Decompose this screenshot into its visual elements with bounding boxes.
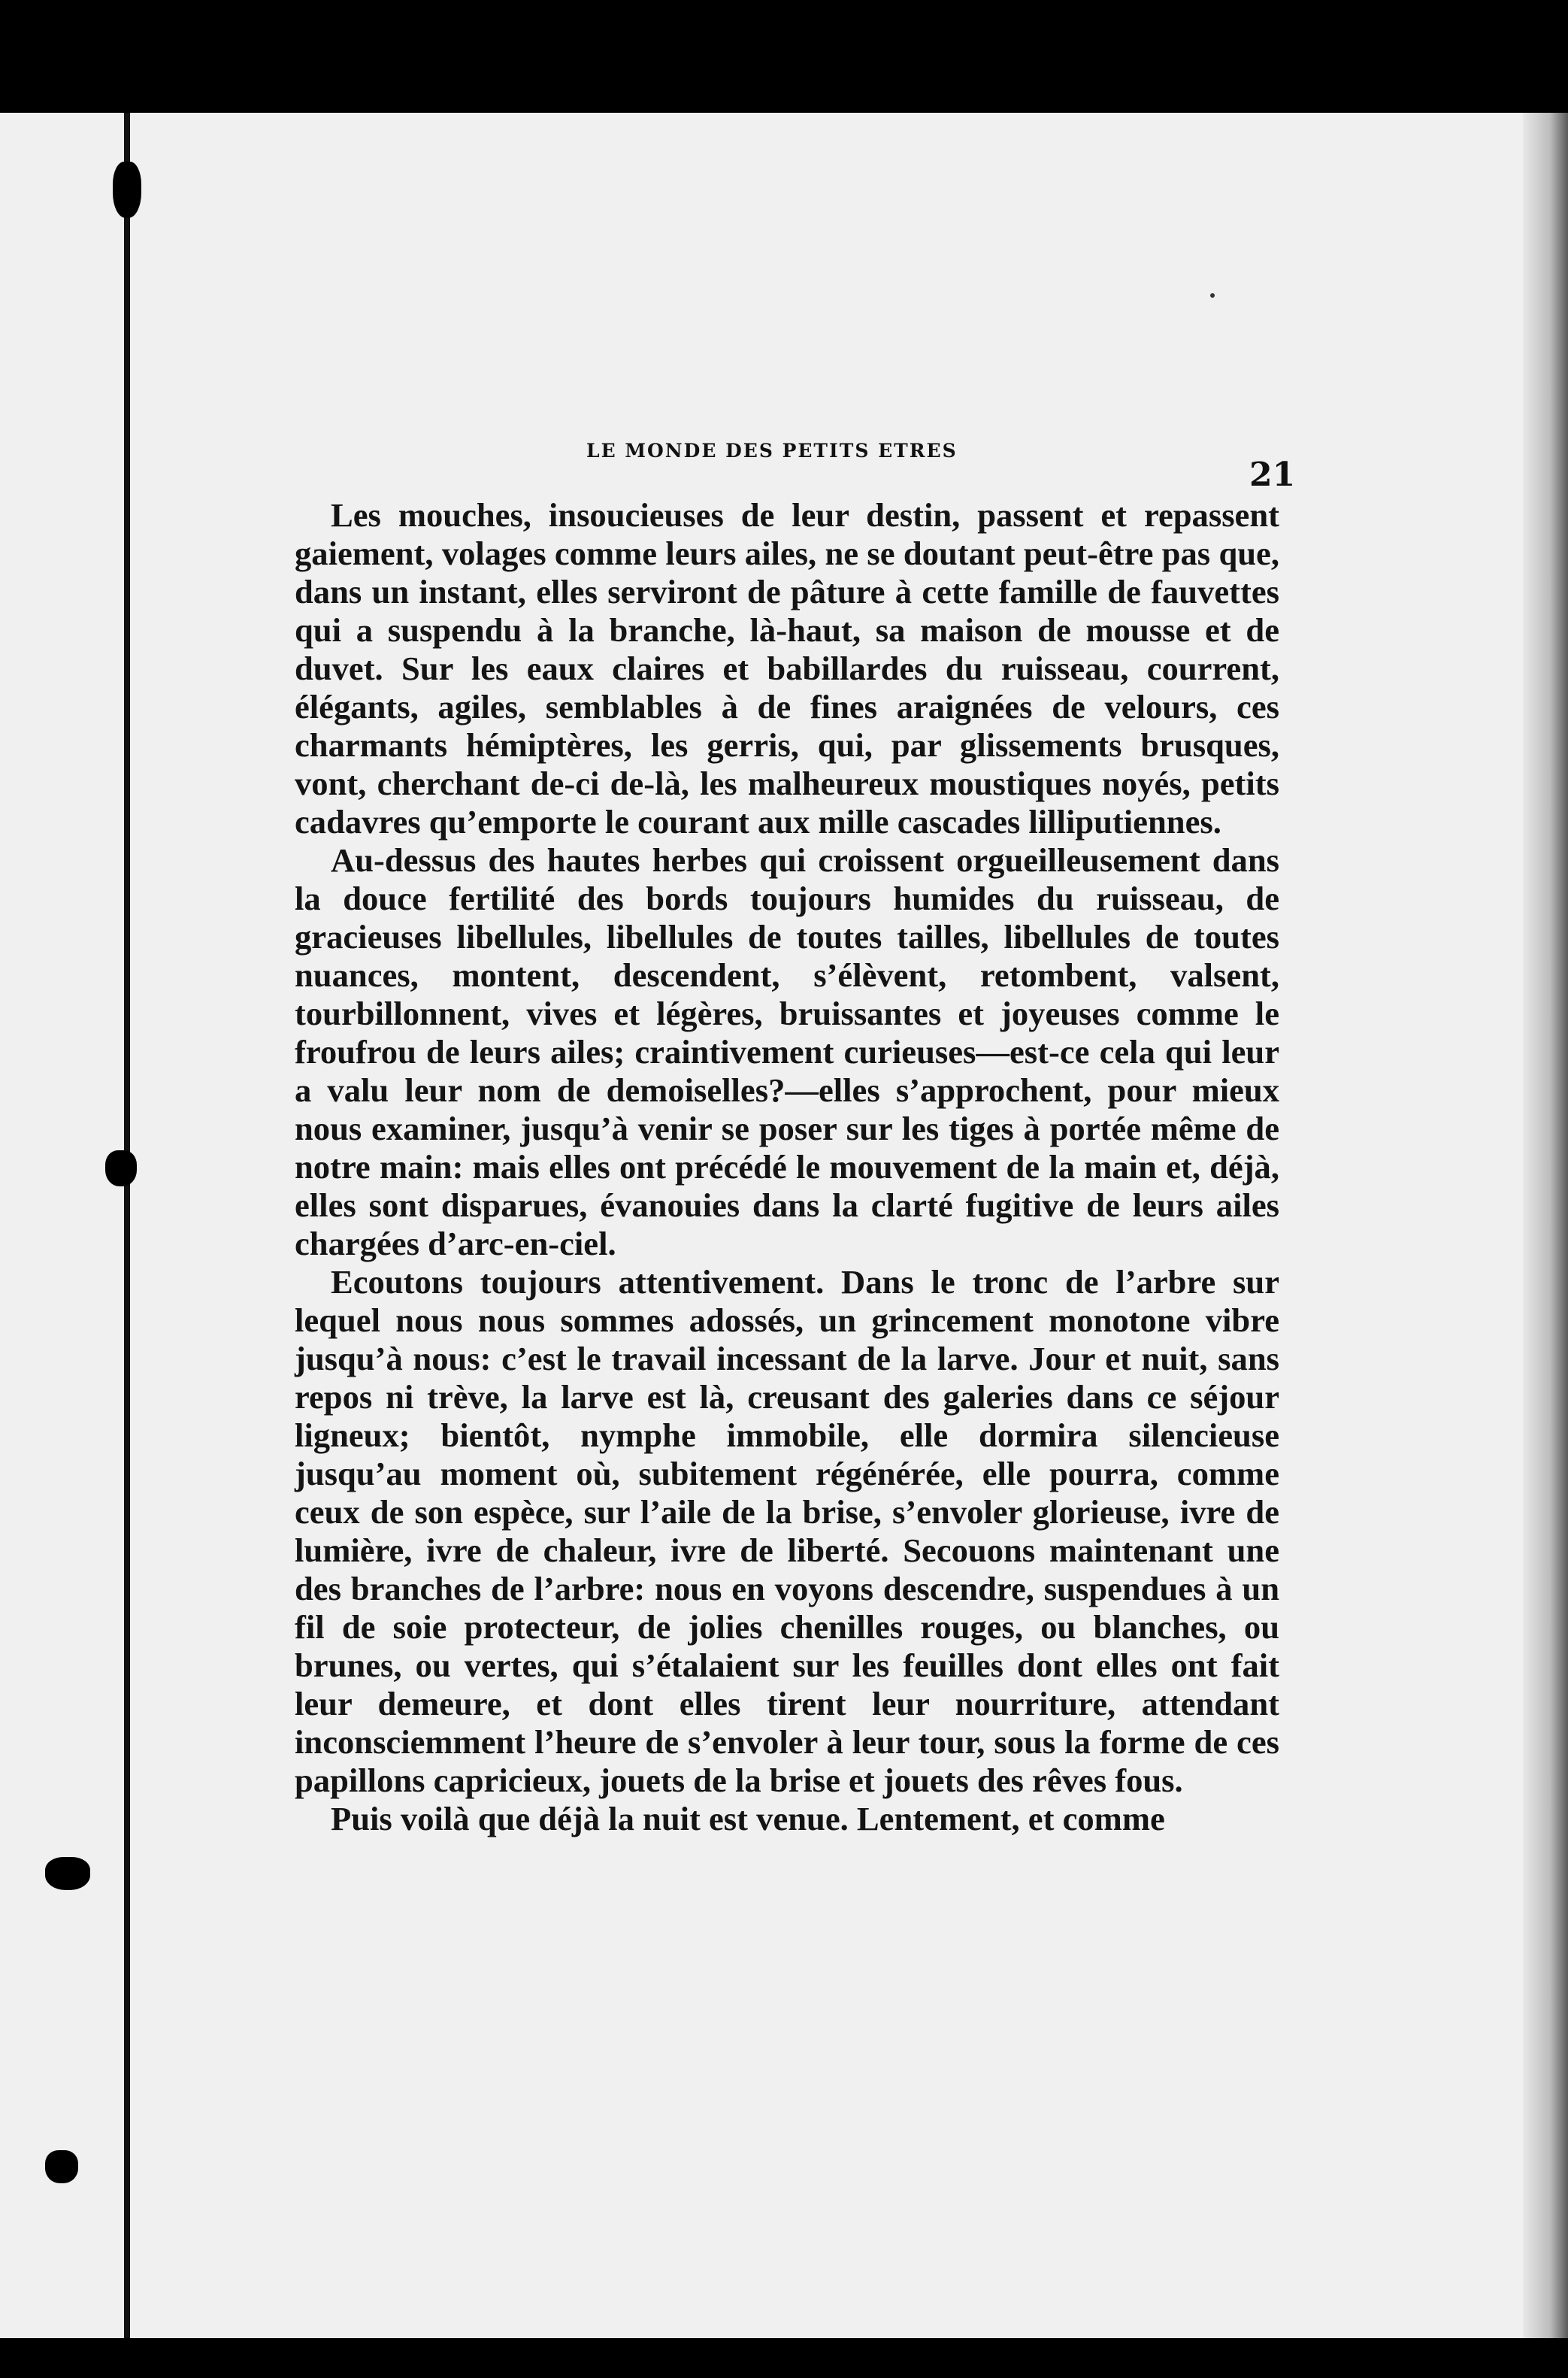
paragraph: Ecoutons toujours attentivement. Dans le tronc de l’arbre sur lequel nous nous sommes adossés, un grincement monotone vibre jusqu’à nous: c’est le travail incessant de la larve. Jour et nuit, sans repos ni trève, la larve est là, creusant des galeries dans ce séjour ligneux; bientôt, nymphe immobile, elle dormira silencieuse jusqu’au moment où, subitement régénérée, elle pourra, comme ceux de son espèce, sur l’aile de la brise, s’envoler glorieuse, ivre de lumière, ivre de chaleur, ivre de liberté. Secouons maintenant une des branches de l’arbre: nous en voyons descendre, suspendues à un fil de soie protecteur, de jolies chenilles rouges, ou blanches, ou brunes, ou vertes, qui s’étalaient sur les feuilles dont elles ont fait leur demeure, et dont elles tirent leur nourriture, attendant inconsciemment l’heure de s’envoler à leur tour, sous la forme de ces papillons capricieux, jouets de la brise et jouets des rêves fous. [295, 1263, 1279, 1799]
paragraph: Au-dessus des hautes herbes qui croissent orgueilleusement dans la douce fertilité des bords toujours humides du ruisseau, de gracieuses libellules, libellules de toutes tailles, libellules de toutes nuances, montent, descendent, s’élèvent, retombent, valsent, tourbillonnent, vives et légères, bruissantes et joyeuses comme le froufrou de leurs ailes; craintivement curieuses—est-ce cela qui leur a valu leur nom de demoiselles?—elles s’approchent, pour mieux nous examiner, jusqu’à venir se poser sur les tiges à portée même de notre main: mais elles ont précédé le mouvement de la main et, déjà, elles sont disparues, évanouies dans la clarté fugitive de leurs ailes chargées d’arc-en-ciel. [295, 841, 1279, 1262]
page-speck [1210, 293, 1215, 298]
binding-stitch-mark [105, 1150, 137, 1186]
binding-spine [124, 113, 130, 2338]
binding-stitch-mark [113, 162, 141, 218]
body-text [295, 496, 1279, 1838]
paragraph: Les mouches, insoucieuses de leur destin, passent et repassent gaiement, volages comme leurs ailes, ne se doutant peut-être pas que, dans un instant, elles serviront de pâture à cette famille de fauvettes qui a suspendu à la branche, là-haut, sa maison de mousse et de duvet. Sur les eaux claires et babillardes du ruisseau, courrent, élégants, agiles, semblables à de fines araignées de velours, ces charmants hémiptères, les gerris, qui, par glissements brusques, vont, cherchant de-ci de-là, les malheureux moustiques noyés, petits cadavres qu’emporte le courant aux mille cascades lilliputiennes. [295, 496, 1279, 841]
binding-stitch-mark [45, 1857, 90, 1890]
page-edge-shadow [1523, 113, 1568, 2338]
paragraph: Puis voilà que déjà la nuit est venue. Lentement, et comme [331, 1800, 1165, 1837]
binding-stitch-mark [45, 2150, 78, 2183]
running-head: LE MONDE DES PETITS ETRES [586, 440, 958, 462]
page-number: 21 [1249, 456, 1296, 494]
